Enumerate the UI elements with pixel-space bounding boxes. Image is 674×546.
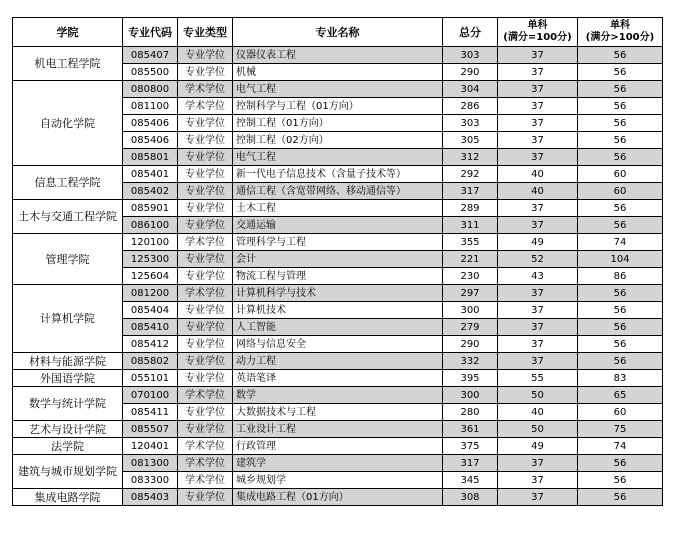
header-code: 专业代码 xyxy=(123,18,178,47)
college-cell: 土木与交通工程学院 xyxy=(13,200,123,234)
single-over-score-cell: 60 xyxy=(578,183,663,200)
code-cell: 085403 xyxy=(123,489,178,506)
single-100-score-cell: 55 xyxy=(498,370,578,387)
table-row xyxy=(13,166,663,183)
single-over-score-cell: 56 xyxy=(578,149,663,166)
header-single-100 xyxy=(498,18,578,47)
single-over-score-cell: 56 xyxy=(578,115,663,132)
type-cell: 专业学位 xyxy=(178,302,233,319)
college-cell: 材料与能源学院 xyxy=(13,353,123,370)
code-cell: 085401 xyxy=(123,166,178,183)
single-100-score-cell: 37 xyxy=(498,98,578,115)
major-name-cell: 工业设计工程 xyxy=(233,421,443,438)
single-over-score-cell: 74 xyxy=(578,438,663,455)
total-score-cell: 375 xyxy=(443,438,498,455)
single-over-score-cell: 56 xyxy=(578,455,663,472)
single-over-score-cell: 83 xyxy=(578,370,663,387)
type-cell: 专业学位 xyxy=(178,132,233,149)
type-cell: 学术学位 xyxy=(178,438,233,455)
major-name-cell: 电气工程 xyxy=(233,149,443,166)
total-score-cell: 317 xyxy=(443,455,498,472)
table-row xyxy=(13,438,663,455)
college-cell: 自动化学院 xyxy=(13,81,123,166)
single-over-score-cell: 56 xyxy=(578,98,663,115)
table-body xyxy=(13,47,663,506)
major-name-cell: 人工智能 xyxy=(233,319,443,336)
major-name-cell: 控制工程（01方向） xyxy=(233,115,443,132)
single-over-score-cell: 56 xyxy=(578,47,663,64)
single-over-score-cell: 56 xyxy=(578,489,663,506)
header-total: 总分 xyxy=(443,18,498,47)
total-score-cell: 317 xyxy=(443,183,498,200)
type-cell: 专业学位 xyxy=(178,404,233,421)
table-row xyxy=(13,234,663,251)
type-cell: 学术学位 xyxy=(178,81,233,98)
header-single-100-line1: 单科 xyxy=(527,20,548,31)
header-single-over-line2: (满分>100分) xyxy=(585,32,655,43)
major-name-cell: 英语笔译 xyxy=(233,370,443,387)
type-cell: 专业学位 xyxy=(178,251,233,268)
header-single-100-line2: (满分=100分) xyxy=(503,32,572,43)
type-cell: 学术学位 xyxy=(178,234,233,251)
single-100-score-cell: 50 xyxy=(498,421,578,438)
type-cell: 学术学位 xyxy=(178,455,233,472)
table-row xyxy=(13,47,663,64)
code-cell: 080800 xyxy=(123,81,178,98)
single-100-score-cell: 49 xyxy=(498,234,578,251)
code-cell: 085802 xyxy=(123,353,178,370)
single-100-score-cell: 37 xyxy=(498,115,578,132)
total-score-cell: 290 xyxy=(443,64,498,81)
total-score-cell: 300 xyxy=(443,387,498,404)
single-100-score-cell: 37 xyxy=(498,81,578,98)
type-cell: 专业学位 xyxy=(178,115,233,132)
table-row xyxy=(13,455,663,472)
single-100-score-cell: 37 xyxy=(498,217,578,234)
single-100-score-cell: 37 xyxy=(498,472,578,489)
total-score-cell: 279 xyxy=(443,319,498,336)
code-cell: 125300 xyxy=(123,251,178,268)
type-cell: 专业学位 xyxy=(178,217,233,234)
single-over-score-cell: 60 xyxy=(578,166,663,183)
college-cell: 建筑与城市规划学院 xyxy=(13,455,123,489)
major-name-cell: 控制科学与工程（01方向） xyxy=(233,98,443,115)
type-cell: 学术学位 xyxy=(178,285,233,302)
single-100-score-cell: 37 xyxy=(498,302,578,319)
single-100-score-cell: 37 xyxy=(498,336,578,353)
major-name-cell: 计算机技术 xyxy=(233,302,443,319)
total-score-cell: 289 xyxy=(443,200,498,217)
single-over-score-cell: 56 xyxy=(578,472,663,489)
total-score-cell: 355 xyxy=(443,234,498,251)
header-row xyxy=(13,18,663,47)
single-100-score-cell: 52 xyxy=(498,251,578,268)
major-name-cell: 行政管理 xyxy=(233,438,443,455)
total-score-cell: 304 xyxy=(443,81,498,98)
type-cell: 专业学位 xyxy=(178,489,233,506)
college-cell: 计算机学院 xyxy=(13,285,123,353)
major-name-cell: 通信工程（含宽带网络、移动通信等） xyxy=(233,183,443,200)
single-100-score-cell: 37 xyxy=(498,489,578,506)
single-over-score-cell: 65 xyxy=(578,387,663,404)
total-score-cell: 300 xyxy=(443,302,498,319)
single-over-score-cell: 56 xyxy=(578,217,663,234)
college-cell: 外国语学院 xyxy=(13,370,123,387)
code-cell: 120401 xyxy=(123,438,178,455)
total-score-cell: 290 xyxy=(443,336,498,353)
single-100-score-cell: 37 xyxy=(498,47,578,64)
code-cell: 083300 xyxy=(123,472,178,489)
code-cell: 085402 xyxy=(123,183,178,200)
single-100-score-cell: 43 xyxy=(498,268,578,285)
code-cell: 085406 xyxy=(123,132,178,149)
code-cell: 120100 xyxy=(123,234,178,251)
code-cell: 055101 xyxy=(123,370,178,387)
type-cell: 专业学位 xyxy=(178,47,233,64)
single-100-score-cell: 37 xyxy=(498,353,578,370)
table-row xyxy=(13,387,663,404)
type-cell: 专业学位 xyxy=(178,64,233,81)
code-cell: 086100 xyxy=(123,217,178,234)
code-cell: 085410 xyxy=(123,319,178,336)
major-name-cell: 机械 xyxy=(233,64,443,81)
single-over-score-cell: 56 xyxy=(578,200,663,217)
single-100-score-cell: 50 xyxy=(498,387,578,404)
type-cell: 专业学位 xyxy=(178,336,233,353)
type-cell: 专业学位 xyxy=(178,319,233,336)
major-name-cell: 会计 xyxy=(233,251,443,268)
table-row xyxy=(13,421,663,438)
total-score-cell: 361 xyxy=(443,421,498,438)
single-100-score-cell: 37 xyxy=(498,319,578,336)
header-name: 专业名称 xyxy=(233,18,443,47)
code-cell: 081100 xyxy=(123,98,178,115)
major-name-cell: 仪器仪表工程 xyxy=(233,47,443,64)
major-name-cell: 集成电路工程（01方向） xyxy=(233,489,443,506)
single-over-score-cell: 56 xyxy=(578,353,663,370)
major-name-cell: 控制工程（02方向） xyxy=(233,132,443,149)
total-score-cell: 292 xyxy=(443,166,498,183)
total-score-cell: 303 xyxy=(443,47,498,64)
table-row xyxy=(13,285,663,302)
total-score-cell: 221 xyxy=(443,251,498,268)
single-100-score-cell: 37 xyxy=(498,455,578,472)
college-cell: 信息工程学院 xyxy=(13,166,123,200)
major-name-cell: 新一代电子信息技术（含量子技术等） xyxy=(233,166,443,183)
table-row xyxy=(13,353,663,370)
header-single-over-line1: 单科 xyxy=(610,20,630,31)
major-name-cell: 动力工程 xyxy=(233,353,443,370)
total-score-cell: 395 xyxy=(443,370,498,387)
major-name-cell: 管理科学与工程 xyxy=(233,234,443,251)
single-over-score-cell: 74 xyxy=(578,234,663,251)
college-cell: 艺术与设计学院 xyxy=(13,421,123,438)
total-score-cell: 280 xyxy=(443,404,498,421)
code-cell: 085406 xyxy=(123,115,178,132)
header-single-over xyxy=(578,18,663,47)
total-score-cell: 297 xyxy=(443,285,498,302)
total-score-cell: 303 xyxy=(443,115,498,132)
header-college: 学院 xyxy=(13,18,123,47)
header-type: 专业类型 xyxy=(178,18,233,47)
major-name-cell: 交通运输 xyxy=(233,217,443,234)
single-over-score-cell: 56 xyxy=(578,64,663,81)
total-score-cell: 308 xyxy=(443,489,498,506)
table-row xyxy=(13,200,663,217)
major-name-cell: 土木工程 xyxy=(233,200,443,217)
single-over-score-cell: 60 xyxy=(578,404,663,421)
type-cell: 学术学位 xyxy=(178,387,233,404)
single-100-score-cell: 49 xyxy=(498,438,578,455)
total-score-cell: 312 xyxy=(443,149,498,166)
single-over-score-cell: 56 xyxy=(578,319,663,336)
single-100-score-cell: 37 xyxy=(498,200,578,217)
single-over-score-cell: 75 xyxy=(578,421,663,438)
major-name-cell: 数学 xyxy=(233,387,443,404)
type-cell: 专业学位 xyxy=(178,183,233,200)
single-over-score-cell: 56 xyxy=(578,132,663,149)
code-cell: 085411 xyxy=(123,404,178,421)
type-cell: 学术学位 xyxy=(178,472,233,489)
total-score-cell: 305 xyxy=(443,132,498,149)
college-cell: 管理学院 xyxy=(13,234,123,285)
code-cell: 085801 xyxy=(123,149,178,166)
single-over-score-cell: 86 xyxy=(578,268,663,285)
table-row xyxy=(13,81,663,98)
total-score-cell: 332 xyxy=(443,353,498,370)
type-cell: 专业学位 xyxy=(178,370,233,387)
code-cell: 125604 xyxy=(123,268,178,285)
table-row xyxy=(13,370,663,387)
type-cell: 专业学位 xyxy=(178,353,233,370)
college-cell: 法学院 xyxy=(13,438,123,455)
single-100-score-cell: 37 xyxy=(498,132,578,149)
major-name-cell: 网络与信息安全 xyxy=(233,336,443,353)
single-over-score-cell: 56 xyxy=(578,336,663,353)
single-100-score-cell: 37 xyxy=(498,64,578,81)
type-cell: 专业学位 xyxy=(178,421,233,438)
major-name-cell: 计算机科学与技术 xyxy=(233,285,443,302)
major-name-cell: 物流工程与管理 xyxy=(233,268,443,285)
major-name-cell: 建筑学 xyxy=(233,455,443,472)
total-score-cell: 345 xyxy=(443,472,498,489)
single-over-score-cell: 56 xyxy=(578,285,663,302)
code-cell: 081300 xyxy=(123,455,178,472)
type-cell: 学术学位 xyxy=(178,98,233,115)
single-100-score-cell: 40 xyxy=(498,404,578,421)
major-name-cell: 电气工程 xyxy=(233,81,443,98)
code-cell: 085500 xyxy=(123,64,178,81)
single-100-score-cell: 37 xyxy=(498,149,578,166)
single-100-score-cell: 40 xyxy=(498,166,578,183)
code-cell: 070100 xyxy=(123,387,178,404)
total-score-cell: 230 xyxy=(443,268,498,285)
college-cell: 集成电路学院 xyxy=(13,489,123,506)
code-cell: 081200 xyxy=(123,285,178,302)
single-over-score-cell: 104 xyxy=(578,251,663,268)
single-100-score-cell: 37 xyxy=(498,285,578,302)
type-cell: 专业学位 xyxy=(178,268,233,285)
table-row xyxy=(13,489,663,506)
type-cell: 专业学位 xyxy=(178,149,233,166)
type-cell: 专业学位 xyxy=(178,166,233,183)
college-cell: 数学与统计学院 xyxy=(13,387,123,421)
code-cell: 085901 xyxy=(123,200,178,217)
score-table xyxy=(12,17,663,506)
single-100-score-cell: 40 xyxy=(498,183,578,200)
total-score-cell: 311 xyxy=(443,217,498,234)
total-score-cell: 286 xyxy=(443,98,498,115)
code-cell: 085412 xyxy=(123,336,178,353)
college-cell: 机电工程学院 xyxy=(13,47,123,81)
code-cell: 085407 xyxy=(123,47,178,64)
single-over-score-cell: 56 xyxy=(578,81,663,98)
type-cell: 专业学位 xyxy=(178,200,233,217)
major-name-cell: 城乡规划学 xyxy=(233,472,443,489)
major-name-cell: 大数据技术与工程 xyxy=(233,404,443,421)
single-over-score-cell: 56 xyxy=(578,302,663,319)
code-cell: 085507 xyxy=(123,421,178,438)
code-cell: 085404 xyxy=(123,302,178,319)
